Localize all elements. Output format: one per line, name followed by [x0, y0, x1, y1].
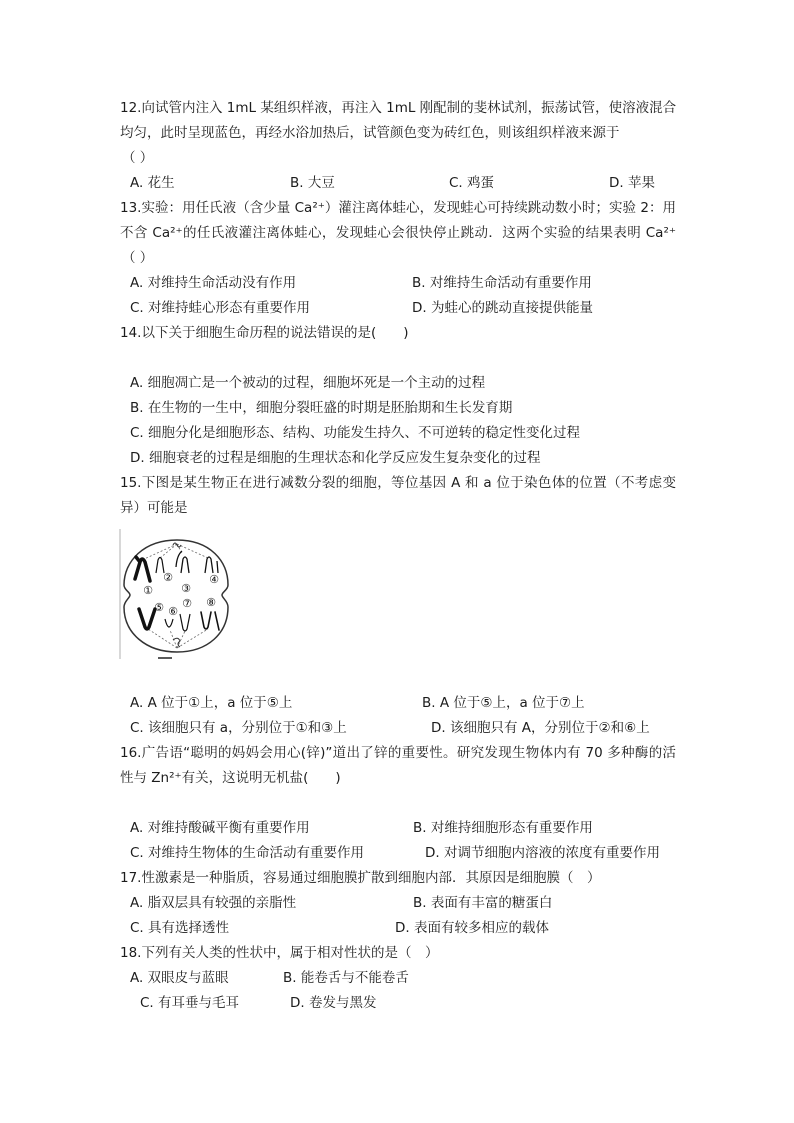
- q14-option-c: C. 细胞分化是细胞形态、结构、功能发生持久、不可逆转的稳定性变化过程: [130, 424, 581, 441]
- q13-option-a: A. 对维持生命活动没有作用: [130, 274, 297, 291]
- chromosome-3: [176, 551, 189, 573]
- q18-option-a: A. 双眼皮与蓝眼: [130, 969, 229, 986]
- q17-option-a: A. 脂双层具有较强的亲脂性: [130, 894, 297, 911]
- q13-option-c: C. 对维持蛙心形态有重要作用: [130, 299, 311, 316]
- q16-option-b: B. 对维持细胞形态有重要作用: [413, 819, 593, 836]
- q18-option-d: D. 卷发与黑发: [290, 994, 377, 1011]
- q18-option-b: B. 能卷舌与不能卷舌: [283, 969, 409, 986]
- chromosome-8: [201, 612, 219, 630]
- q16-stem-line-1: 16.广告语“聪明的妈妈会用心(锌)”道出了锌的重要性。研究发现生物体内有 70 多种酶的活: [120, 744, 676, 761]
- q13-answer-blank: （ ）: [122, 249, 154, 266]
- meiosis-cell-figure: [118, 527, 238, 662]
- q16-stem-line-2: 性与 Zn²⁺有关，这说明无机盐( ): [120, 769, 341, 786]
- chromosome-6: [165, 619, 173, 627]
- q15-option-b: B. A 位于⑤上，a 位于⑦上: [422, 694, 585, 711]
- label-4: ④: [209, 573, 219, 586]
- chromosome-1: [135, 557, 150, 581]
- q14-option-d: D. 细胞衰老的过程是细胞的生理状态和化学反应发生复杂变化的过程: [130, 449, 541, 466]
- lower-pole-mark: [173, 638, 180, 647]
- q12-option-d: D. 苹果: [609, 174, 655, 191]
- chromosome-4: [205, 557, 218, 573]
- q17-option-b: B. 表面有丰富的糖蛋白: [413, 894, 553, 911]
- q14-option-b: B. 在生物的一生中，细胞分裂旺盛的时期是胚胎期和生长发育期: [130, 399, 513, 416]
- q16-option-a: A. 对维持酸碱平衡有重要作用: [130, 819, 310, 836]
- label-3: ③: [181, 582, 191, 595]
- q15-stem-line-1: 15.下图是某生物正在进行减数分裂的细胞，等位基因 A 和 a 位于染色体的位置（不考虑变: [120, 474, 676, 491]
- label-1: ①: [143, 584, 153, 597]
- q15-stem-line-2: 异）可能是: [120, 499, 188, 516]
- chromosome-5: [139, 609, 155, 629]
- label-6: ⑥: [168, 605, 178, 618]
- label-2: ②: [163, 571, 173, 584]
- label-5: ⑤: [154, 601, 164, 614]
- q18-stem-line-1: 18.下列有关人类的性状中，属于相对性状的是（ ）: [120, 944, 439, 961]
- q13-stem-line-2: 不含 Ca²⁺的任氏液灌注离体蛙心，发现蛙心会很快停止跳动．这两个实验的结果表明 Ca²⁺: [120, 224, 676, 241]
- q13-option-b: B. 对维持生命活动有重要作用: [412, 274, 592, 291]
- q16-option-d: D. 对调节细胞内溶液的浓度有重要作用: [425, 844, 660, 861]
- chromosome-7: [180, 614, 190, 631]
- q17-stem-line-1: 17.性激素是一种脂质，容易通过细胞膜扩散到细胞内部．其原因是细胞膜（ ）: [120, 869, 601, 886]
- q13-option-d: D. 为蛙心的跳动直接提供能量: [412, 299, 593, 316]
- q18-option-c: C. 有耳垂与毛耳: [140, 994, 240, 1011]
- q13-stem-line-1: 13.实验：用任氏液（含少量 Ca²⁺）灌注离体蛙心，发现蛙心可持续跳动数小时；实验 2：用: [120, 199, 676, 216]
- label-8: ⑧: [206, 596, 216, 609]
- label-7: ⑦: [182, 597, 192, 610]
- q12-stem-line-2: 均匀，此时呈现蓝色，再经水浴加热后，试管颜色变为砖红色，则该组织样液来源于: [120, 124, 620, 141]
- q12-stem-line-1: 12.向试管内注入 1mL 某组织样液，再注入 1mL 刚配制的斐林试剂，振荡试管，使溶液混合: [120, 99, 677, 116]
- q15-option-a: A. A 位于①上，a 位于⑤上: [130, 694, 293, 711]
- q17-option-c: C. 具有选择透性: [130, 919, 230, 936]
- q16-option-c: C. 对维持生物体的生命活动有重要作用: [130, 844, 365, 861]
- q12-option-a: A. 花生: [130, 174, 175, 191]
- q15-option-c: C. 该细胞只有 a，分别位于①和③上: [130, 719, 347, 736]
- upper-pole-mark: [173, 543, 181, 547]
- q14-stem-line-1: 14.以下关于细胞生命历程的说法错误的是( ): [120, 324, 409, 341]
- q17-option-d: D. 表面有较多相应的载体: [395, 919, 549, 936]
- q12-option-c: C. 鸡蛋: [449, 174, 495, 191]
- q12-option-b: B. 大豆: [290, 174, 335, 191]
- q14-option-a: A. 细胞凋亡是一个被动的过程，细胞坏死是一个主动的过程: [130, 374, 486, 391]
- q12-answer-blank: （ ）: [122, 149, 154, 166]
- q15-option-d: D. 该细胞只有 A，分别位于②和⑥上: [431, 719, 650, 736]
